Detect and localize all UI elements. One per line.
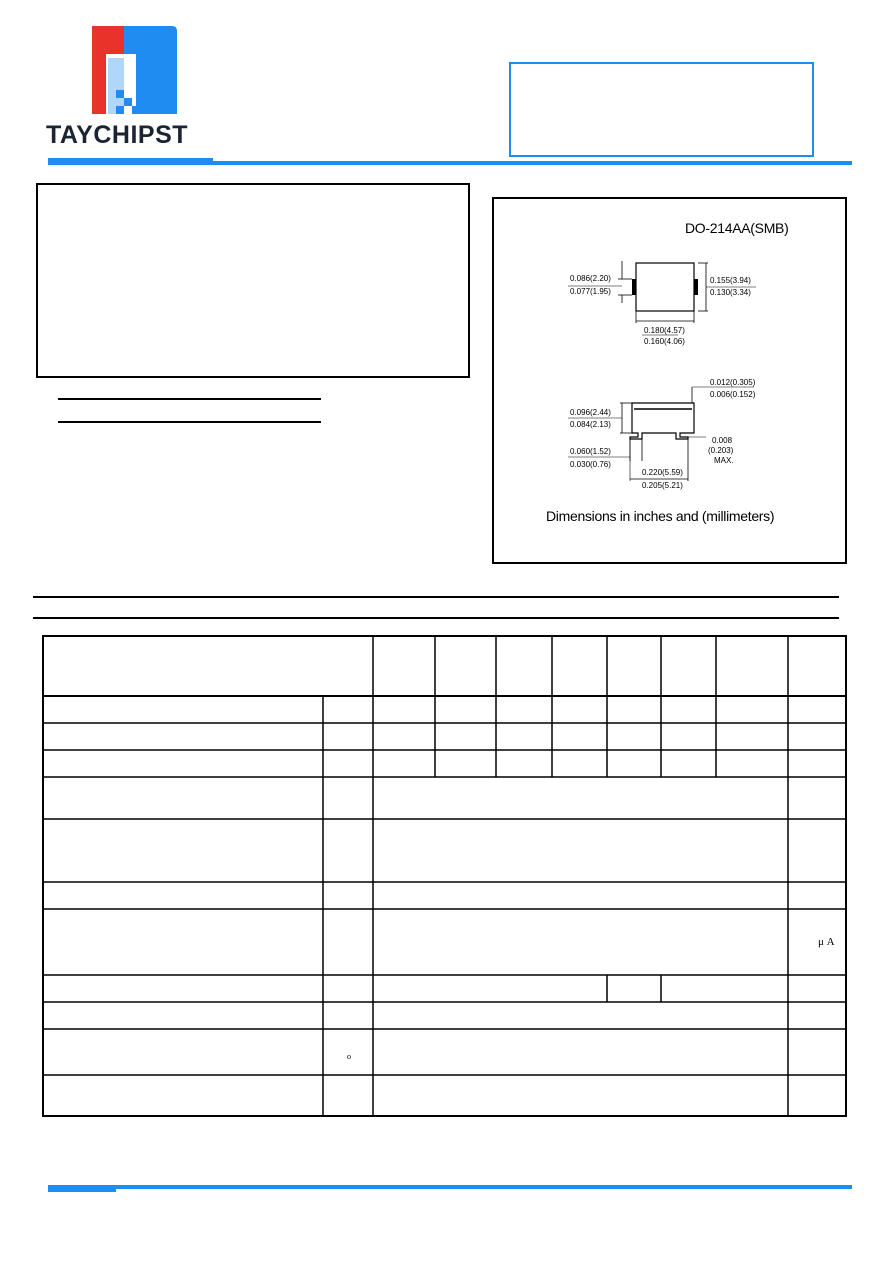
side-top-right-dim-top: 0.012(0.305) xyxy=(710,378,756,387)
footer-rule-accent xyxy=(48,1189,116,1192)
side-left-dim-top: 0.096(2.44) xyxy=(570,408,611,417)
features-box xyxy=(36,183,470,378)
footer-rule xyxy=(48,1185,852,1189)
top-left-dim-bottom: 0.077(1.95) xyxy=(570,287,611,296)
package-title: DO-214AA(SMB) xyxy=(685,220,789,236)
standoff-dim: 0.008 xyxy=(712,436,733,445)
top-left-dim-top: 0.086(2.20) xyxy=(570,274,611,283)
brand-name: TAYCHIPST xyxy=(46,121,189,149)
top-view-lead-left xyxy=(632,279,636,295)
mechanical-data-rule-top xyxy=(58,398,321,400)
standoff-max: MAX. xyxy=(714,456,734,465)
top-view-lead-right xyxy=(694,279,698,295)
unit-degree: o xyxy=(347,1052,351,1061)
mechanical-data-rule-bottom xyxy=(58,421,321,423)
top-bottom-dim-top: 0.180(4.57) xyxy=(644,326,685,335)
side-lead-dim-top: 0.060(1.52) xyxy=(570,447,611,456)
ratings-section-rule-bottom xyxy=(33,617,839,619)
side-length-dim-bottom: 0.205(5.21) xyxy=(642,481,683,490)
header-rule xyxy=(48,161,852,165)
ratings-table xyxy=(42,635,847,1117)
top-bottom-dim-bottom: 0.160(4.06) xyxy=(644,337,685,346)
ratings-section-rule-top xyxy=(33,596,839,598)
side-length-dim-top: 0.220(5.59) xyxy=(642,468,683,477)
part-number-box xyxy=(509,62,814,157)
side-left-dim-bottom: 0.084(2.13) xyxy=(570,420,611,429)
top-view-body xyxy=(636,263,694,311)
standoff-dim-mm: (0.203) xyxy=(708,446,734,455)
package-drawing xyxy=(494,199,845,499)
top-right-dim-top: 0.155(3.94) xyxy=(710,276,751,285)
unit-micro-amp: μ A xyxy=(818,936,835,948)
package-caption: Dimensions in inches and (millimeters) xyxy=(546,508,775,524)
side-lead-dim-bottom: 0.030(0.76) xyxy=(570,460,611,469)
top-right-dim-bottom: 0.130(3.34) xyxy=(710,288,751,297)
side-top-right-dim-bottom: 0.006(0.152) xyxy=(710,390,756,399)
